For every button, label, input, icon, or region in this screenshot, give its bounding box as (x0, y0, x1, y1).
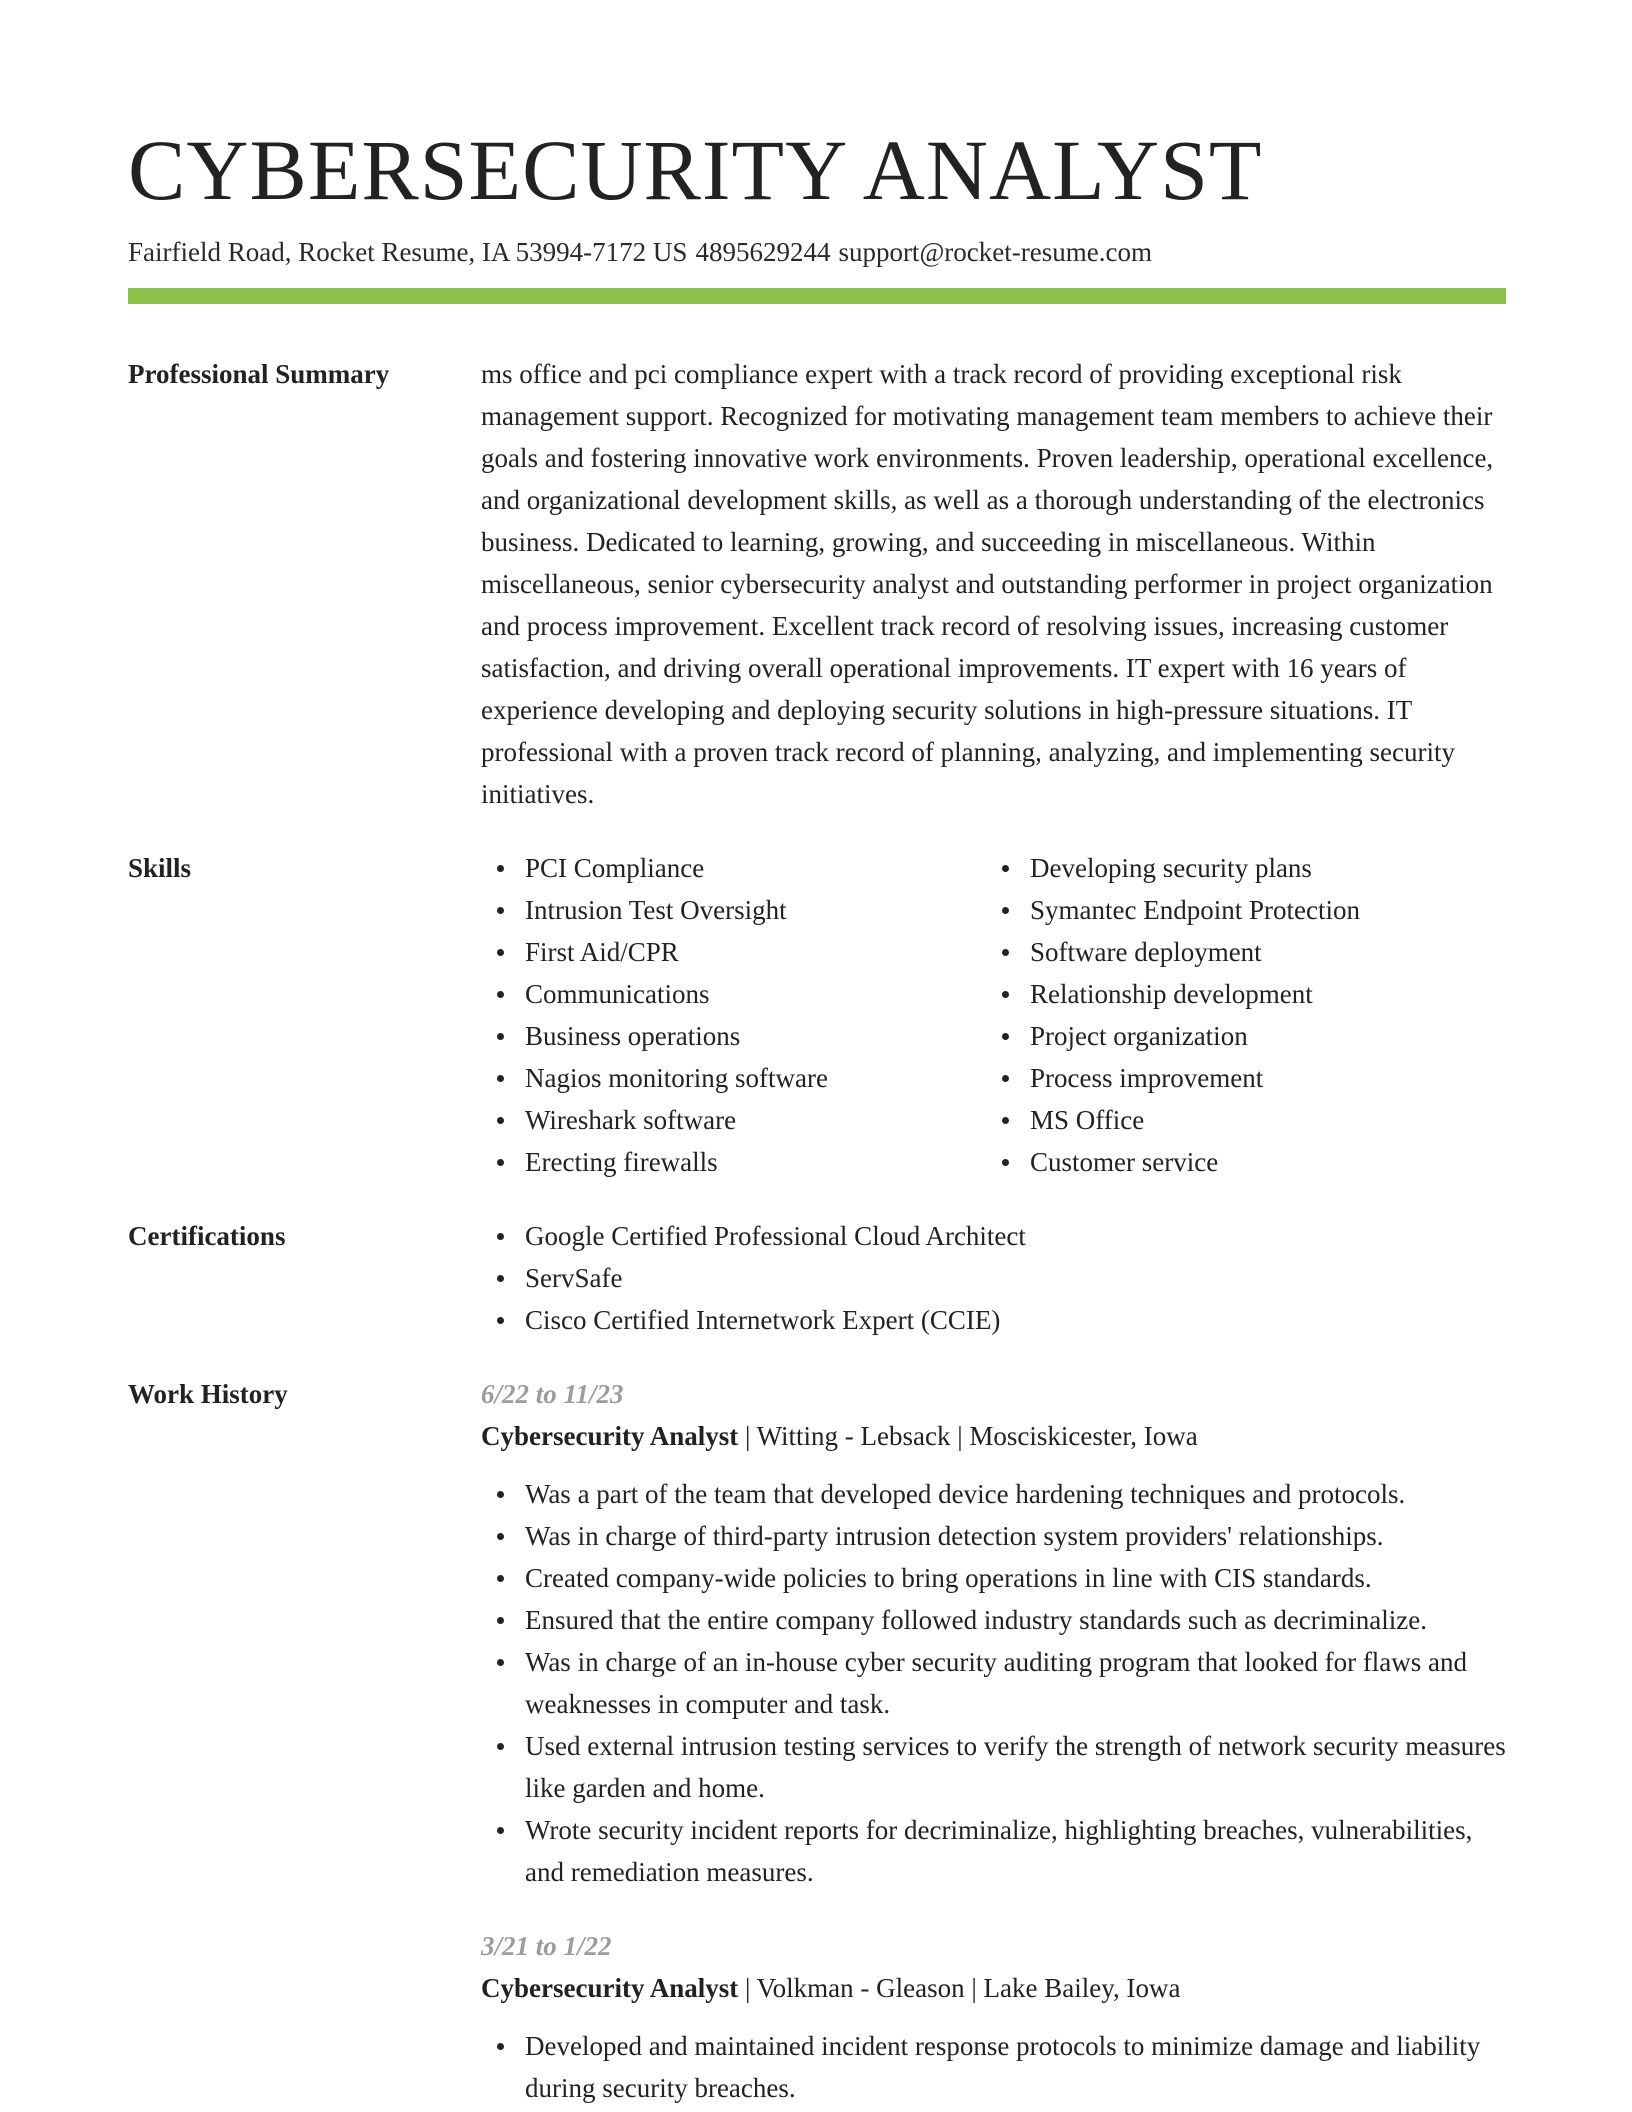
phone: 4895629244 (695, 237, 831, 267)
list-item: MS Office (986, 1099, 1506, 1141)
resume-page (128, 118, 1506, 2109)
list-item: Was in charge of third-party intrusion detection system providers' relationships. (481, 1515, 1506, 1557)
list-item: Was a part of the team that developed device hardening techniques and protocols. (481, 1473, 1506, 1515)
list-item: Relationship development (986, 973, 1506, 1015)
email[interactable]: support@rocket-resume.com (838, 237, 1152, 267)
list-item: Wrote security incident reports for decriminalize, highlighting breaches, vulnerabilities, and remediation measures. (481, 1809, 1506, 1893)
list-item: ServSafe (481, 1257, 1506, 1299)
contact-line (128, 236, 1506, 268)
list-item: Customer service (986, 1141, 1506, 1183)
list-item: Software deployment (986, 931, 1506, 973)
list-item: Developing security plans (986, 847, 1506, 889)
list-item: PCI Compliance (481, 847, 986, 889)
list-item: Erecting firewalls (481, 1141, 986, 1183)
header-divider (128, 288, 1506, 304)
address: Fairfield Road, Rocket Resume, IA 53994-7172 US (128, 237, 688, 267)
work-history-section (128, 1373, 1506, 2109)
list-item: Communications (481, 973, 986, 1015)
section-heading: Professional Summary (128, 359, 390, 389)
list-item: Wireshark software (481, 1099, 986, 1141)
job-details: | Witting - Lebsack | Mosciskicester, Iowa (738, 1421, 1198, 1451)
job-entry (481, 1373, 1506, 1893)
certifications-list (481, 1215, 1506, 1341)
list-item: Project organization (986, 1015, 1506, 1057)
certifications-section (128, 1215, 1506, 1341)
job-bullets (481, 1473, 1506, 1893)
professional-summary-section (128, 353, 1506, 815)
list-item: First Aid/CPR (481, 931, 986, 973)
job-title: Cybersecurity Analyst (481, 1973, 739, 2003)
summary-text: ms office and pci compliance expert with a track record of providing exceptional risk management support. Recognized for motivating management team members to achieve their goals and fostering innovative work environments. Proven leadership, operational excellence, and organizational development skills, as well as a thorough understanding of the electronics business. Dedicated to learning, growing, and succeeding in miscellaneous. Within miscellaneous, senior cybersecurity analyst and outstanding performer in project organization and process improvement. Excellent track record of resolving issues, increasing customer satisfaction, and driving overall operational improvements. IT expert with 16 years of experience developing and deploying security solutions in high-pressure situations. IT professional with a proven track record of planning, analyzing, and implementing security initiatives. (481, 359, 1494, 809)
list-item: Intrusion Test Oversight (481, 889, 986, 931)
list-item: Nagios monitoring software (481, 1057, 986, 1099)
job-dates: 3/21 to 1/22 (481, 1931, 612, 1961)
skills-columns (481, 847, 1506, 1183)
section-heading: Work History (128, 1379, 288, 1409)
list-item: Used external intrusion testing services to verify the strength of network security measures like garden and home. (481, 1725, 1506, 1809)
job-title: Cybersecurity Analyst (481, 1421, 739, 1451)
skills-list-left (481, 847, 986, 1183)
skills-list-right (986, 847, 1506, 1183)
list-item: Process improvement (986, 1057, 1506, 1099)
job-entry (481, 1925, 1506, 2109)
job-heading (481, 1415, 1506, 1457)
list-item: Ensured that the entire company followed industry standards such as decriminalize. (481, 1599, 1506, 1641)
section-heading: Certifications (128, 1221, 286, 1251)
list-item: Google Certified Professional Cloud Architect (481, 1215, 1506, 1257)
list-item: Cisco Certified Internetwork Expert (CCIE) (481, 1299, 1506, 1341)
list-item: Developed and maintained incident response protocols to minimize damage and liability during security breaches. (481, 2025, 1506, 2109)
list-item: Was in charge of an in-house cyber security auditing program that looked for flaws and weaknesses in computer and task. (481, 1641, 1506, 1725)
job-bullets (481, 2025, 1506, 2109)
job-dates: 6/22 to 11/23 (481, 1379, 624, 1409)
job-details: | Volkman - Gleason | Lake Bailey, Iowa (738, 1973, 1181, 2003)
candidate-name: CYBERSECURITY ANALYST (128, 122, 1263, 218)
section-heading: Skills (128, 853, 192, 883)
list-item: Created company-wide policies to bring operations in line with CIS standards. (481, 1557, 1506, 1599)
job-heading (481, 1967, 1506, 2009)
list-item: Business operations (481, 1015, 986, 1057)
list-item: Symantec Endpoint Protection (986, 889, 1506, 931)
skills-section (128, 847, 1506, 1183)
